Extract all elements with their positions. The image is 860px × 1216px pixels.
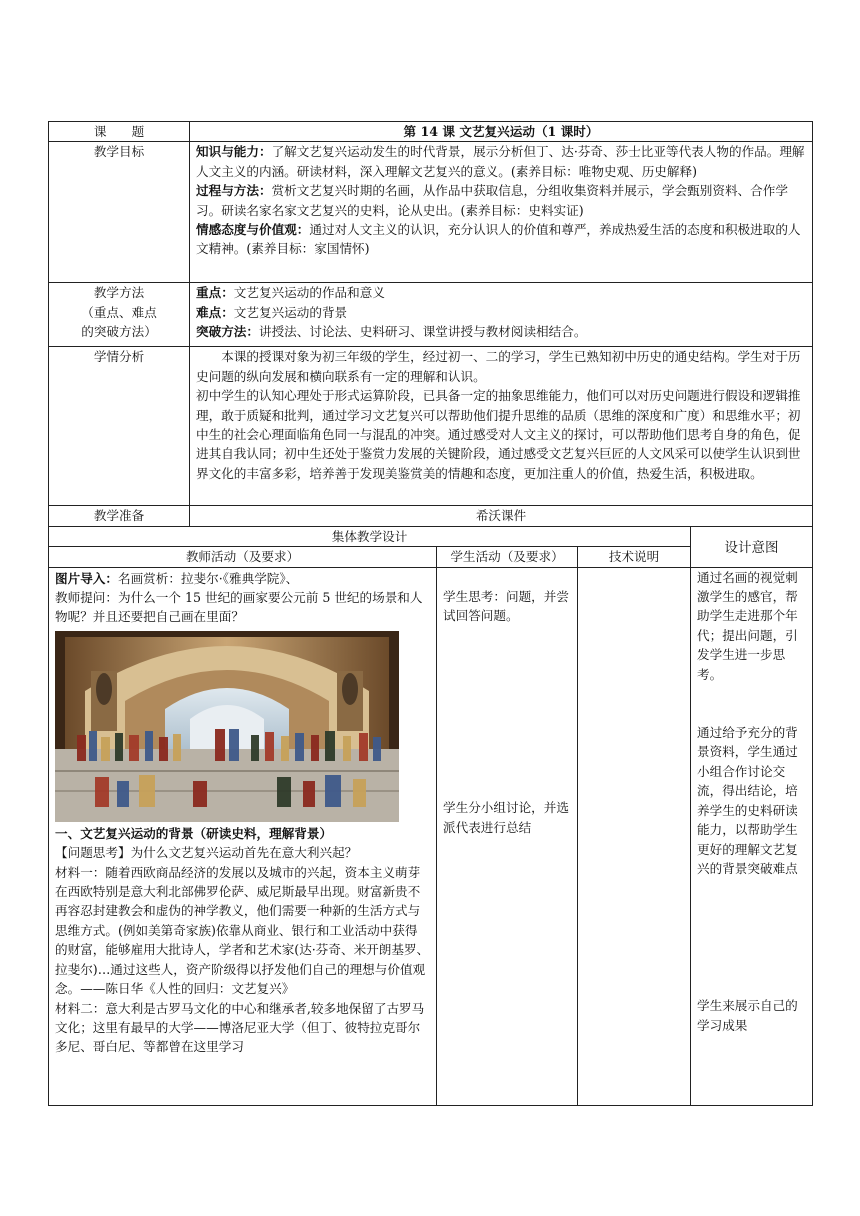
methods-label — [49, 283, 190, 347]
row-methods — [49, 283, 813, 347]
knowledge-heading: 知识与能力： — [196, 144, 272, 160]
tech-header: 技术说明 — [578, 547, 691, 567]
breakthrough-text: 讲授法、讨论法、史料研习、课堂讲授与教材阅读相结合。 — [258, 324, 587, 340]
row-prep — [49, 506, 813, 526]
material-2: 材料二：意大利是古罗马文化的中心和继承者,较多地保留了古罗马文化；这里有最早的大学——博洛尼亚大学（但丁、彼特拉克哥尔多尼、哥白尼、等都曾在这里学习 — [55, 1000, 425, 1055]
difficulty-text: 文艺复兴运动的背景 — [233, 304, 348, 320]
student-activity-2: 学生分小组讨论，并选派代表进行总结 — [443, 800, 569, 835]
key-point-text: 文艺复兴运动的作品和意义 — [233, 285, 385, 301]
section-1-heading: 一、文艺复兴运动的背景（研读史料，理解背景） — [55, 825, 333, 841]
goals-content — [190, 142, 813, 283]
lesson-plan — [48, 121, 812, 1106]
goals-label: 教学目标 — [49, 142, 190, 283]
row-design-title — [49, 526, 813, 546]
key-point-heading: 重点： — [196, 285, 234, 301]
row-goals — [49, 142, 813, 283]
row-topic — [49, 122, 813, 142]
problem-question: 【问题思考】为什么文艺复兴运动首先在意大利兴起？ — [55, 845, 358, 861]
intent-2: 通过给予充分的背景资料，学生通过小组合作讨论交流，得出结论，培养学生的史料研读能力，以帮助学生更好的理解文艺复兴的背景突破难点 — [697, 725, 798, 876]
school-of-athens-painting — [55, 631, 399, 822]
prep-label: 教学准备 — [49, 506, 190, 526]
design-intent — [691, 567, 813, 1105]
process-text: 赏析文艺复兴时期的名画，从作品中获取信息，分组收集资料并展示，学会甄别资料、合作学习。研读名家名家文艺复兴的史料，论从史出。(素养目标：史料实证) — [196, 183, 788, 218]
topic-label: 课 题 — [49, 122, 190, 142]
intent-1: 通过名画的视觉刺激学生的感官，帮助学生走进那个年代；提出问题，引发学生进一步思考。 — [697, 569, 798, 682]
lesson-plan-table — [48, 121, 813, 1106]
emotion-heading: 情感态度与价值观： — [196, 222, 310, 238]
breakthrough-heading: 突破方法： — [196, 324, 259, 340]
intro-text: 名画赏析：拉斐尔·《雅典学院》、 — [117, 570, 299, 586]
lesson-title: 第 14 课 文艺复兴运动（1 课时） — [190, 122, 813, 142]
prep-value: 希沃课件 — [190, 506, 813, 526]
student-header: 学生活动（及要求） — [437, 547, 578, 567]
teacher-activity — [49, 567, 437, 1105]
student-activity — [437, 567, 578, 1105]
methods-label-line2: （重点、难点 — [81, 304, 157, 320]
intent-header: 设计意图 — [691, 526, 813, 567]
students-paragraph-2: 初中学生的认知心理处于形式运算阶段，已具备一定的抽象思维能力，他们可以对历史问题进行假设和逻辑推理，敢于质疑和批判，通过学习文艺复兴可以帮助他们提升思维的品质（思维的深度和广度）和思维水平；初中生的社会心理面临角色同一与混乱的冲突。通过感受对人文主义的探讨，可以帮助他们思考自身的角色，促进其自我认同；初中生还处于鉴赏力发展的关键阶段，通过感受文艺复兴巨匠的人文风采可以使学生认识到世界文化的丰富多彩，培养善于发现美鉴赏美的情趣和态度，更加注重人的价值，热爱生活，积极进取。 — [196, 388, 801, 481]
methods-content — [190, 283, 813, 347]
design-title: 集体教学设计 — [49, 526, 691, 546]
difficulty-heading: 难点： — [196, 304, 234, 320]
teacher-header: 教师活动（及要求） — [49, 547, 437, 567]
knowledge-text: 了解文艺复兴运动发生的时代背景，展示分析但丁、达·芬奇、莎士比亚等代表人物的作品。理解人文主义的内涵。研读材料，深入理解文艺复兴的意义。(素养目标：唯物史观、历史解释) — [196, 144, 805, 179]
row-students — [49, 347, 813, 506]
material-1: 材料一：随着西欧商品经济的发展以及城市的兴起，资本主义萌芽在西欧特别是意大利北部佛罗伦萨、威尼斯最早出现。财富新贵不再容忍封建教会和虚伪的神学教义，他们需要一种新的生活方式与思维方式。(例如美第奇家族)依靠从商业、银行和工业活动中获得的财富，能够雇用大批诗人，学者和艺术家(达·芬奇、米开朗基罗、拉斐尔)…通过这些人，资产阶级得以抒发他们自己的理想与价值观念。——陈日华《人性的回归：文艺复兴》 — [55, 864, 430, 997]
methods-label-line3: 的突破方法） — [81, 324, 157, 340]
process-heading: 过程与方法： — [196, 183, 272, 199]
students-label: 学情分析 — [49, 347, 190, 506]
student-activity-1: 学生思考：问题，并尝试回答问题。 — [443, 588, 569, 624]
tech-notes — [578, 567, 691, 1105]
emotion-text: 通过对人文主义的认识，充分认识人的价值和尊严，养成热爱生活的态度和积极进取的人文精神。(素养目标：家国情怀) — [196, 222, 801, 257]
intent-3: 学生来展示自己的学习成果 — [697, 998, 798, 1033]
intro-heading: 图片导入： — [55, 570, 118, 586]
methods-label-line1: 教学方法 — [93, 285, 145, 301]
students-paragraph-1: 本课的授课对象为初三年级的学生，经过初一、二的学习，学生已熟知初中历史的通史结构。学生对于历史问题的纵向发展和横向联系有一定的理解和认识。 — [196, 349, 801, 384]
teacher-question: 教师提问：为什么一个 15 世纪的画家要公元前 5 世纪的场景和人物呢？并且还要把自己画在里面？ — [55, 590, 423, 625]
students-content — [190, 347, 813, 506]
row-activities — [49, 567, 813, 1105]
